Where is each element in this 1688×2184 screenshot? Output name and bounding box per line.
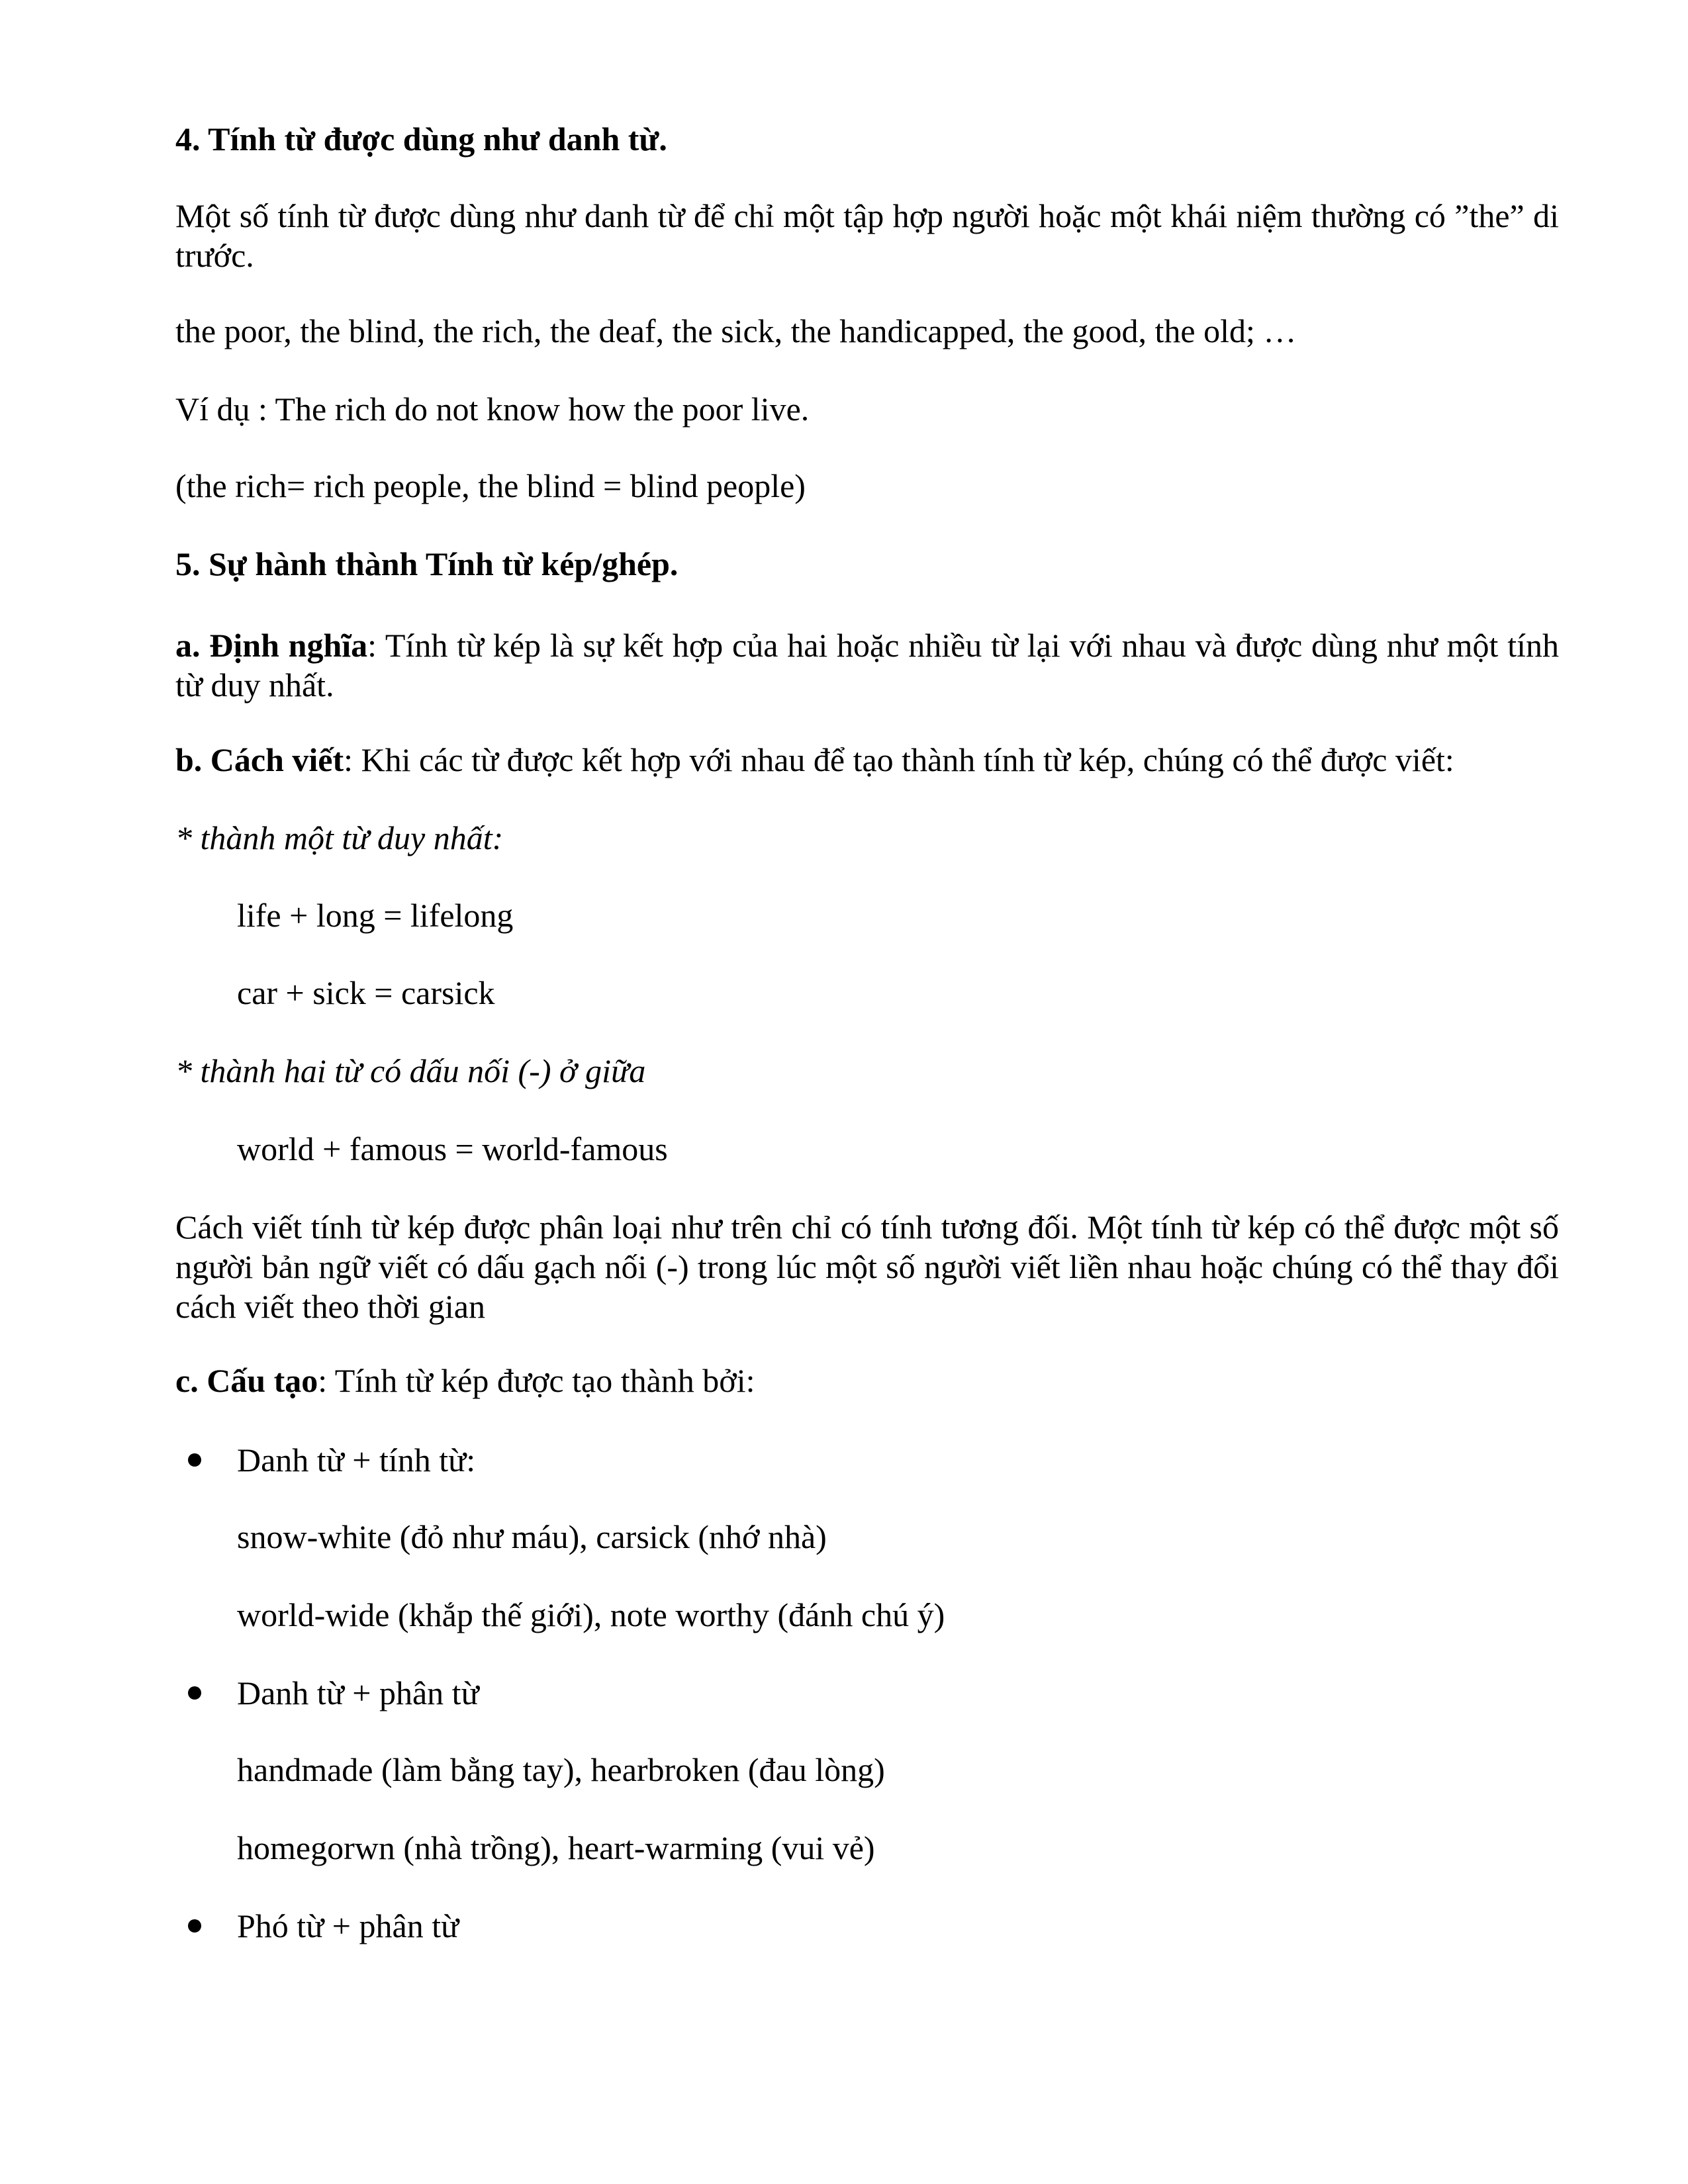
hyphen-heading: * thành hai từ có dấu nối (-) ở giữa xyxy=(175,1052,646,1089)
definition-paragraph xyxy=(175,625,1559,705)
bullet-icon xyxy=(188,1453,201,1467)
section-4-heading: 4. Tính từ được dùng như danh từ. xyxy=(175,120,667,158)
definition-label: a. Định nghĩa xyxy=(175,627,368,664)
structure-paragraph xyxy=(175,1361,1559,1400)
single-word-example: life + long = lifelong xyxy=(237,897,514,934)
single-word-example: car + sick = carsick xyxy=(237,974,495,1011)
writing-note-paragraph: Cách viết tính từ kép được phân loại như trên chỉ có tính tương đối. Một tính từ kép có thể được một số người bản ngữ viết có dấu gạch nối (-) trong lúc một số người viết liền nhau hoặc chúng có thể thay đổi cách viết theo thời gian xyxy=(175,1208,1559,1325)
bullet-example: world-wide (khắp thế giới), note worthy (đánh chú ý) xyxy=(237,1596,945,1633)
bullet-icon xyxy=(188,1686,201,1700)
bullet-label: Danh từ + tính từ: xyxy=(237,1441,476,1479)
bullet-example: snow-white (đỏ như máu), carsick (nhớ nhà) xyxy=(237,1518,827,1555)
bullet-example: handmade (làm bằng tay), hearbroken (đau lòng) xyxy=(237,1751,885,1788)
writing-text: : Khi các từ được kết hợp với nhau để tạo thành tính từ kép, chúng có thể được viết: xyxy=(344,741,1454,778)
structure-text: : Tính từ kép được tạo thành bởi: xyxy=(318,1362,755,1399)
bullet-label: Phó từ + phân từ xyxy=(237,1907,459,1944)
structure-label: c. Cấu tạo xyxy=(175,1362,318,1399)
single-word-heading: * thành một từ duy nhất: xyxy=(175,819,504,856)
bullet-example: homegorwn (nhà trồng), heart-warming (vui vẻ) xyxy=(237,1829,875,1866)
section-4-examples-list: the poor, the blind, the rich, the deaf, the sick, the handicapped, the good, the old; … xyxy=(175,312,1297,349)
section-5-heading: 5. Sự hành thành Tính từ kép/ghép. xyxy=(175,545,679,582)
writing-paragraph xyxy=(175,740,1559,780)
bullet-label: Danh từ + phân từ xyxy=(237,1674,479,1711)
writing-label: b. Cách viết xyxy=(175,741,344,778)
section-4-paragraph: Một số tính từ được dùng như danh từ để chỉ một tập hợp người hoặc một khái niệm thường có ”the” di trước. xyxy=(175,197,1559,274)
hyphen-example: world + famous = world-famous xyxy=(237,1130,668,1167)
definition-text: : Tính từ kép là sự kết hợp của hai hoặc nhiều từ lại với nhau và được dùng như một tính từ duy nhất. xyxy=(175,627,1559,704)
bullet-icon xyxy=(188,1919,201,1933)
section-4-note: (the rich= rich people, the blind = blind people) xyxy=(175,467,806,504)
section-4-example: Ví dụ : The rich do not know how the poor live. xyxy=(175,390,810,428)
